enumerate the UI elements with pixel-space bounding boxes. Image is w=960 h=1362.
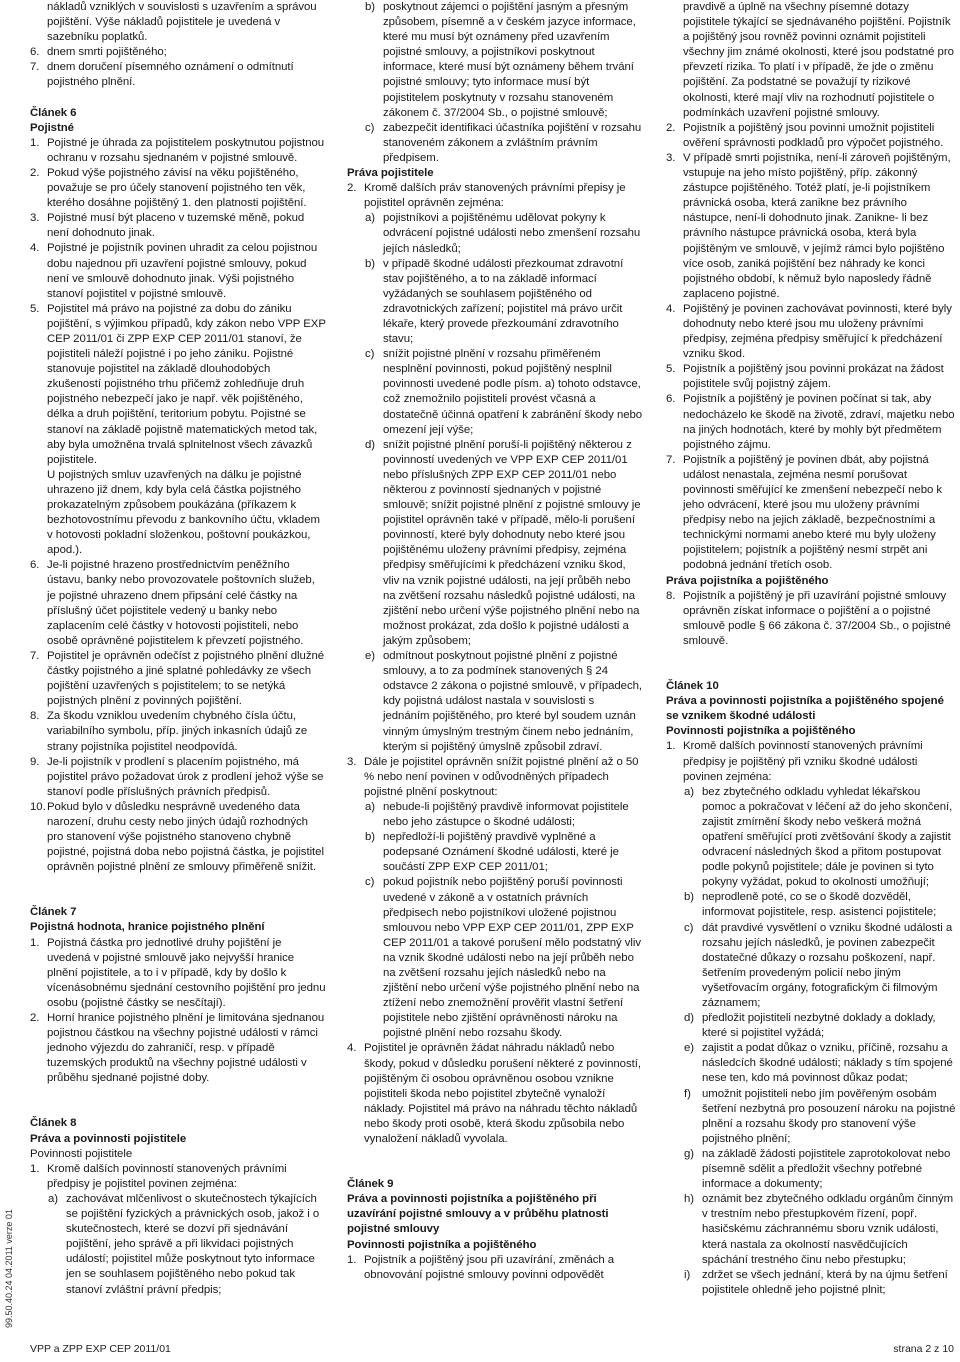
numbered-clause bbox=[30, 241, 326, 301]
numbered-clause bbox=[30, 60, 326, 90]
clause-text: Pojistník a pojištěný je povinen počínat si tak, aby nedocházelo ke škodě na životě, zdraví, majetku nebo na jiných hodnotách, které by mohly být předmětem pojistného zájmu. bbox=[683, 393, 955, 451]
clause-text: Kromě dalších povinností stanovených právními předpisy je pojištěný při vzniku škodné události povinen zejména: bbox=[683, 740, 923, 783]
clause-marker: 2. bbox=[30, 166, 40, 179]
clause-marker: 6. bbox=[30, 46, 40, 59]
clause-text: umožnit pojistiteli nebo jím pověřeným osobám šetření nezbytná pro posouzení nároku na pojistné plnění a rozsahu škody pro stanovení výše pojistného plnění; bbox=[702, 1087, 956, 1145]
clause-marker: 2. bbox=[666, 121, 676, 134]
paragraph-continuation: pravdivě a úplně na všechny písemné dotazy pojistitele týkající se sjednávaného pojištění. Pojistník a pojištěný jsou rovněž povinni oznámit pojistiteli všechny jim známé okolnosti, které jsou podstatné pro převzetí rizika. To platí i v případě, že jde o změnu pojištění. Za podstatné se považují ty rizikové okolnosti, které mají vliv na rozhodnutí pojistitele o podmínkách uzavření pojistné smlouvy. bbox=[683, 1, 954, 119]
clause-marker: a) bbox=[365, 800, 376, 813]
clause-text: Pojistné musí být placeno v tuzemské měně, pokud není dohodnuto jinak. bbox=[47, 212, 305, 240]
clause-marker: 5. bbox=[666, 363, 676, 376]
section-heading: Pojistná hodnota, hranice pojistného plnění bbox=[30, 921, 265, 934]
clause-text: nebude-li pojištěný pravdivě informovat pojistitele nebo jeho zástupce o škodné události; bbox=[383, 800, 629, 829]
numbered-clause bbox=[666, 589, 956, 649]
clause-marker: e) bbox=[684, 1042, 695, 1055]
clause-marker: b) bbox=[365, 1, 376, 13]
clause-text: snížit pojistné plnění v rozsahu přiměřeném nesplnění povinnosti, pokud pojištěný nesplnil povinnosti uvedené podle písm. a) tohoto odstavce, což znemožnilo pojistiteli provést včasná a dostatečně účinná opatření k zabránění škody nebo omezení její výše; bbox=[383, 348, 643, 436]
clause-text: Pojištěný je povinen zachovávat povinnosti, které byly dohodnuty nebo které jsou mu uloženy právními předpisy, zejména předpisy směřující k předcházení vzniku škod. bbox=[683, 302, 952, 361]
lettered-subclause bbox=[347, 211, 643, 256]
clause-text: Pokud výše pojistného závisí na věku pojištěného, považuje se pro účely stanovení pojistného ten věk, kterého dosáhne pojištěný 1. den platnosti pojištění. bbox=[47, 166, 307, 210]
document-code-vertical bbox=[2, 1178, 16, 1328]
clause-marker: h) bbox=[684, 1193, 695, 1206]
clause-marker: c) bbox=[365, 348, 375, 361]
paragraph-continuation: nákladů vzniklých v souvislosti s uzavřením a správou pojištění. Výše nákladů pojistitele je uvedená v sazebníku poplatků. bbox=[47, 1, 317, 44]
numbered-clause bbox=[30, 1011, 326, 1086]
clause-text: Pojistitel má právo na pojistné za dobu do zániku pojištění, s výjimkou případů, kdy zákon nebo VPP EXP CEP 2011/01 či ZPP EXP CEP 2011/01 stanoví, že pojistiteli náleží pojistné i po jeho zániku. Pojistné stanovuje pojistitel na základě dlouhodobých zkušeností pojistného trhu přičemž zohledňuje druh pojistného nebezpečí jako je např. věk pojištěného, délka a druh pojištění, teritorium pobytu. Pojistné se stanoví na základě pojistně matematických metod tak, aby byla umožněna trvalá splnitelnost všech závazků pojistitele. bbox=[47, 302, 326, 466]
lettered-subclause bbox=[666, 1087, 956, 1147]
clause-marker: 1. bbox=[30, 1162, 40, 1175]
section-heading: Práva pojistitele bbox=[347, 167, 434, 180]
lettered-subclause bbox=[347, 649, 643, 755]
numbered-clause bbox=[30, 302, 326, 468]
clause-text: poskytnout zájemci o pojištění jasným a přesným způsobem, písemně a v českém jazyce informace, které mu musí být oznámeny před uzavřením pojistné smlouvy, a pojistníkovi poskytnout informace, které musí být oznámeny během trvání pojistné smlouvy; tyto informace musí být pojistitelem poskytnuty v rozsahu stanoveném zákonem č. 37/2004 Sb., o pojistné smlouvě; bbox=[383, 1, 636, 119]
clause-marker: g) bbox=[684, 1147, 695, 1160]
clause-marker: 1. bbox=[666, 740, 676, 753]
lettered-subclause bbox=[347, 347, 643, 438]
clause-marker: a) bbox=[365, 212, 376, 225]
clause-text: odmítnout poskytnout pojistné plnění z pojistné smlouvy, a to za podmínek stanovených § 24 odstavce 2 zákona o pojistné smlouvě, v případech, kdy pojistná událost nastala v souvislosti s jednáním pojištěného, pro které byl soudem uznán vinným úmyslným trestným činem nebo jednáním, kterým si pojištěný úmyslně způsobil zdraví. bbox=[383, 650, 643, 753]
numbered-clause bbox=[666, 151, 956, 302]
clause-text: pokud pojistník nebo pojištěný poruší povinnosti uvedené v zákoně a v ostatních právních předpisech nebo pojistníkovi uložené pojistnou smlouvou nebo VPP EXP CEP 2011/01, ZPP EXP CEP 2011/01 a takové porušení mělo podstatný vliv na vznik škodné události nebo na její průběh nebo na zvětšení rozsahu jejích následků nebo na zjištění nebo určení výše pojistného plnění nebo na ztížení nebo znemožnění prověřit vlastní šetření pojistitele nebo zjištění oprávněnosti nároku na pojistné plnění nebo rozsahu škody. bbox=[383, 876, 642, 1040]
clause-text: Pojistná částka pro jednotlivé druhy pojištění je uvedená v pojistné smlouvě jako nejvyšší hranice plnění pojistitele, a to i v případě, kdy by došlo k vícenásobnému sjednání cestovního pojištění pro jednu osobu (pojistné částky se nesčítají). bbox=[47, 936, 326, 1009]
clause-text: dnem smrti pojištěného; bbox=[47, 46, 167, 59]
clause-text: Kromě dalších práv stanovených právními přepisy je pojistitel oprávněn zejména: bbox=[364, 182, 626, 210]
section-heading: Článek 8 bbox=[30, 1117, 77, 1130]
clause-marker: 6. bbox=[666, 393, 676, 406]
clause-marker: 4. bbox=[347, 1042, 357, 1055]
numbered-clause bbox=[30, 709, 326, 754]
clause-text: Dále je pojistitel oprávněn snížit pojistné plnění až o 50 % nebo není povinen v odůvodněných případech pojistné plnění poskytnout: bbox=[364, 755, 639, 798]
numbered-clause bbox=[666, 739, 956, 784]
paragraph: Povinnosti pojistitele bbox=[30, 1147, 133, 1160]
clause-text: Pokud bylo v důsledku nesprávně uvedeného data narození, druhu cesty nebo jiných údajů rozhodných pro stanovení výše pojistného stanoveno chybně pojistné, pojistná doba nebo pojistná částka, je pojistitel oprávněn pojistné plnění ze smlouvy přiměřeně snížit. bbox=[47, 800, 324, 874]
clause-marker: 8. bbox=[666, 589, 676, 602]
footer-page-number: strana 2 z 10 bbox=[893, 1343, 954, 1355]
lettered-subclause bbox=[347, 257, 643, 348]
clause-text: na základě žádosti pojistitele zaprotokolovat nebo písemně sdělit a předložit všechny potřebné informace a dokumenty; bbox=[702, 1147, 951, 1191]
lettered-subclause bbox=[666, 1192, 956, 1267]
clause-text: zdržet se všech jednání, která by na újmu šetření pojistitele ohledně jeho pojistné plnit; bbox=[702, 1268, 948, 1296]
clause-marker: c) bbox=[684, 921, 694, 934]
clause-text: Horní hranice pojistného plnění je limitována sjednanou pojistnou částkou na všechny pojistné události v rámci jednoho výjezdu do zahraničí, resp. v případě tuzemských produktů na všechny pojistné události v průběhu sjednané pojistné doby. bbox=[47, 1012, 325, 1085]
clause-marker: 4. bbox=[30, 242, 40, 255]
clause-marker: 3. bbox=[347, 755, 357, 768]
clause-text: oznámit bez zbytečného odkladu orgánům činným v trestním nebo přestupkovém řízení, popř. hasičskému záchrannému sboru vznik události, která nastala za okolností nasvědčujících spáchání trestného činu nebo přestupku; bbox=[702, 1193, 954, 1266]
lettered-subclause bbox=[666, 1011, 956, 1041]
lettered-subclause bbox=[666, 785, 956, 891]
numbered-clause bbox=[30, 800, 326, 875]
clause-text: V případě smrti pojistníka, není-li zároveň pojištěným, vstupuje na jeho místo pojištěný, příp. zákonný zástupce pojištěného. Totéž platí, je-li pojistníkem právnická osoba, která zanikne bez právního nástupce, není-li dohodnuto jinak. Zanikne- li bez právního nástupce právnická osoba, která byla pojištěným ve smlouvě, v jejímž rámci bylo pojištěno více osob, zaniká pojištění bez náhrady ke konci pojistného období, k němuž bylo naposledy řádně zaplaceno pojistné. bbox=[683, 151, 951, 300]
clause-text: Pojistné je úhrada za pojistitelem poskytnutou pojistnou ochranu v rozsahu sjednaném v pojistné smlouvě. bbox=[47, 136, 325, 164]
clause-text: Pojistník a pojištěný jsou při uzavírání, změnách a obnovování pojistné smlouvy povinni odpovědět bbox=[364, 1253, 615, 1281]
paragraph-continuation: U pojistných smluv uzavřených na dálku je pojistné uhrazeno již dnem, kdy byla celá částka pojistného prokazatelným způsobem poukázána (příkazem k bezhotovostnímu převodu z bankovního účtu, vkladem v hotovosti pokladní složenkou, poštovní poukázkou, apod.). bbox=[47, 468, 320, 557]
section-heading: Povinnosti pojistníka a pojištěného bbox=[666, 725, 856, 738]
numbered-clause bbox=[30, 755, 326, 800]
section-heading: Práva a povinnosti pojistníka a pojištěného spojené se vznikem škodné události bbox=[666, 695, 944, 723]
text-column-right bbox=[666, 0, 956, 1298]
clause-text: předložit pojistiteli nezbytné doklady a doklady, které si pojistitel vyžádá; bbox=[702, 1012, 936, 1040]
clause-marker: 7. bbox=[666, 453, 676, 466]
clause-text: Kromě dalších povinností stanovených právními předpisy je pojistitel povinen zejména: bbox=[47, 1162, 287, 1190]
clause-marker: i) bbox=[684, 1268, 691, 1281]
text-column-middle bbox=[347, 0, 643, 1283]
clause-text: v případě škodné události přezkoumat zdravotní stav pojištěného, a to na základě informací vyžádaných se souhlasem pojištěného od zdravotnických zařízení; pojistitel má právo určit lékaře, který provede přezkoumání zdravotního stavu; bbox=[383, 257, 624, 346]
clause-marker: 5. bbox=[30, 302, 40, 315]
lettered-subclause bbox=[347, 0, 643, 121]
clause-marker: a) bbox=[684, 785, 695, 798]
lettered-subclause bbox=[347, 800, 643, 830]
section-heading: Článek 6 bbox=[30, 106, 77, 119]
numbered-clause bbox=[347, 755, 643, 800]
clause-text: zajistit a podat důkaz o vzniku, příčině, rozsahu a následcích škodné události; náklady s tím spojené nese ten, kdo má povinnost důkaz podat; bbox=[702, 1042, 953, 1085]
numbered-clause bbox=[666, 392, 956, 452]
lettered-subclause bbox=[666, 921, 956, 1012]
numbered-clause bbox=[30, 1162, 326, 1192]
numbered-clause bbox=[30, 211, 326, 241]
clause-marker: d) bbox=[365, 438, 376, 451]
clause-marker: 3. bbox=[30, 212, 40, 225]
clause-text: bez zbytečného odkladu vyhledat lékařskou pomoc a pokračovat v léčení až do jeho skončení, zajistit zmírnění škody nebo veškerá možná opatření směřující proti zvětšování škody a zajistit odvracení následných škod a přitom postupovat podle pokynů pojistitele; dále je povinen si tyto pokyny vyžádat, pokud to okolnosti umožňují; bbox=[702, 785, 953, 889]
clause-marker: 3. bbox=[666, 151, 676, 164]
clause-marker: f) bbox=[684, 1087, 691, 1100]
clause-text: Pojistník a pojištěný jsou povinni umožnit pojistiteli ověření správnosti podkladů pro výpočet pojistného. bbox=[683, 121, 944, 149]
clause-marker: 4. bbox=[666, 302, 676, 315]
text-column-left bbox=[30, 0, 326, 1298]
clause-text: Pojistník a pojištěný je povinen dbát, aby pojistná událost nenastala, zejména nesmí porušovat povinnosti směřující ke zmenšení nebezpečí nebo k jeho odvrácení, které jsou mu uloženy právními předpisy nebo na jejich základě, bezpečnostními a technickými normami anebo které mu byly uloženy pojistitelem; pojistník a pojištěný nesmí strpět ani podobná jednání třetích osob. bbox=[683, 453, 943, 572]
clause-marker: 1. bbox=[30, 136, 40, 149]
clause-text: zachovávat mlčenlivost o skutečnostech týkajících se pojištění fyzických a právnických osob, jakož i o skutečnostech, které se dozví při sjednávání pojištění, jeho správě a při likvidaci pojistných událostí; pojistitel může poskytnout tyto informace jen se souhlasem pojištěného nebo pokud tak stanoví zvláštní právní předpis; bbox=[66, 1192, 320, 1296]
clause-text: nepředloží-li pojištěný pravdivě vyplněné a podepsané Oznámení škodné události, které je součástí ZPP EXP CEP 2011/01; bbox=[383, 831, 619, 874]
section-heading: Článek 7 bbox=[30, 906, 77, 919]
numbered-clause bbox=[347, 1041, 643, 1147]
clause-text: Je-li pojistné hrazeno prostřednictvím peněžního ústavu, banky nebo provozovatele poštovních služeb, je pojistné uhrazeno dnem připsání celé částky na příslušný účet pojistitele vedený u banky nebo zaplacením celé částky v hotovosti pojistiteli, nebo osobě oprávněné pojistitelem k převzetí pojistného. bbox=[47, 559, 315, 647]
section-heading: Práva a povinnosti pojistníka a pojištěného při uzavírání pojistné smlouvy a v průběhu platnosti pojistné smlouvy bbox=[347, 1193, 609, 1236]
section-heading: Článek 10 bbox=[666, 680, 719, 693]
clause-text: Pojistné je pojistník povinen uhradit za celou pojistnou dobu najednou při uzavření pojistné smlouvy, pokud není ve smlouvě dohodnuto jinak. Výši pojistného stanoví pojistitel v pojistné smlouvě. bbox=[47, 242, 318, 300]
clause-marker: 10. bbox=[30, 800, 46, 813]
clause-marker: 9. bbox=[30, 755, 40, 768]
lettered-subclause bbox=[347, 121, 643, 166]
numbered-clause bbox=[30, 649, 326, 709]
lettered-subclause bbox=[347, 830, 643, 875]
lettered-subclause bbox=[666, 1147, 956, 1192]
clause-marker: c) bbox=[365, 121, 375, 134]
clause-text: Pojistitel je oprávněn žádat náhradu nákladů nebo škody, pokud v důsledku porušení některé z povinností, pojištěným či osobou oprávněnou osobou vznikne pojistiteli škoda nebo pojistitel zbytečně vynaloží náklady. Pojistitel má právo na náhradu těchto nákladů nebo škody proti osobě, která škodu způsobila nebo vynaložení nákladů vyvolala. bbox=[364, 1042, 641, 1146]
clause-text: Pojistník a pojištěný je při uzavírání pojistné smlouvy oprávněn získat informace o pojištění a o pojistné smlouvě podle § 66 zákona č. 37/2004 Sb., o pojistné smlouvě. bbox=[683, 589, 951, 647]
clause-marker: 7. bbox=[30, 649, 40, 662]
clause-marker: d) bbox=[684, 1012, 695, 1025]
clause-text: snížit pojistné plnění poruší-li pojištěný některou z povinností uvedených ve VPP EXP CEP 2011/01 nebo příslušných ZPP EXP CEP 2011/01 nebo některou z povinností sjednaných v pojistné smlouvě; snížit pojistné plnění z pojistné smlouvy je pojistitel oprávněn také v případě, mělo-li porušení povinností, které byly dohodnuty nebo které jsou pojištěnému uloženy právními předpisy, zejména předpisy směřujícími k předcházení vzniku škod, vliv na vznik pojistné události, na její průběh nebo na zvětšení rozsahu následků pojistné události, na zjištění nebo určení výše pojistného plnění nebo na možnost prokázat, zda došlo k pojistné události a jakým způsobem; bbox=[383, 438, 641, 647]
section-heading: Článek 9 bbox=[347, 1178, 394, 1191]
clause-text: Pojistitel je oprávněn odečíst z pojistného plnění dlužné částky pojistného a jiné splatné pohledávky ze všech pojištění uzavřených s pojistitelem; to se netýká pojistných plnění z povinných pojištění. bbox=[47, 649, 325, 708]
clause-marker: 8. bbox=[30, 710, 40, 723]
clause-text: Je-li pojistník v prodlení s placením pojistného, má pojistitel právo požadovat úrok z prodlení jehož výše se stanoví podle příslušných právních předpisů. bbox=[47, 755, 324, 798]
lettered-subclause bbox=[347, 438, 643, 649]
numbered-clause bbox=[347, 1253, 643, 1283]
clause-text: pojistníkovi a pojištěnému udělovat pokyny k odvrácení pojistné události nebo zmenšení rozsahu jejích následků; bbox=[383, 212, 641, 255]
numbered-clause bbox=[666, 302, 956, 362]
clause-marker: 1. bbox=[347, 1253, 357, 1266]
numbered-clause bbox=[666, 362, 956, 392]
section-heading: Povinnosti pojistníka a pojištěného bbox=[347, 1238, 537, 1251]
lettered-subclause bbox=[666, 1268, 956, 1298]
clause-marker: 2. bbox=[347, 182, 357, 195]
clause-marker: b) bbox=[684, 891, 695, 904]
clause-marker: e) bbox=[365, 650, 376, 663]
lettered-subclause bbox=[666, 890, 956, 920]
clause-text: dnem doručení písemného oznámení o odmítnutí pojistného plnění. bbox=[47, 61, 294, 89]
clause-text: Za škodu vzniklou uvedením chybného čísla účtu, variabilního symbolu, příp. jiných inkasních údajů ze strany pojistníka pojistitel neodpovídá. bbox=[47, 710, 308, 753]
clause-marker: 7. bbox=[30, 61, 40, 74]
document-code-text: 99.50.40.24 04.2011 verze 01 bbox=[4, 1209, 14, 1328]
numbered-clause bbox=[30, 558, 326, 649]
section-heading: Práva a povinnosti pojistitele bbox=[30, 1132, 187, 1145]
clause-text: neprodleně poté, co se o škodě dozvěděl, informovat pojistitele, resp. asistenci pojistitele; bbox=[702, 891, 937, 919]
numbered-clause bbox=[30, 45, 326, 60]
clause-marker: c) bbox=[365, 876, 375, 889]
lettered-subclause bbox=[666, 1041, 956, 1086]
numbered-clause bbox=[30, 166, 326, 211]
clause-marker: a) bbox=[48, 1192, 59, 1205]
clause-marker: 6. bbox=[30, 559, 40, 572]
numbered-clause bbox=[30, 936, 326, 1011]
clause-text: zabezpečit identifikaci účastníka pojištění v rozsahu stanoveném zákonem a zvláštním právním předpisem. bbox=[383, 121, 642, 164]
clause-text: dát pravdivé vysvětlení o vzniku škodné události a rozsahu jejích následků, je povinen zabezpečit dostatečné důkazy o rozsahu poškození, např. šetřením provedeným policií nebo jiným vyšetřovacím orgány, fotografickým či filmovým záznamem; bbox=[702, 921, 953, 1009]
clause-text: Pojistník a pojištěný jsou povinni prokázat na žádost pojistitele svůj pojistný zájem. bbox=[683, 363, 944, 391]
clause-marker: 2. bbox=[30, 1012, 40, 1024]
numbered-clause bbox=[30, 136, 326, 166]
section-heading: Práva pojistníka a pojištěného bbox=[666, 574, 829, 587]
footer-document-title: VPP a ZPP EXP CEP 2011/01 bbox=[30, 1343, 171, 1355]
clause-marker: b) bbox=[365, 831, 376, 844]
lettered-subclause bbox=[347, 875, 643, 1041]
numbered-clause bbox=[347, 181, 643, 211]
lettered-subclause bbox=[30, 1192, 326, 1298]
numbered-clause bbox=[666, 121, 956, 151]
numbered-clause bbox=[666, 453, 956, 574]
clause-marker: 1. bbox=[30, 936, 40, 949]
clause-marker: b) bbox=[365, 257, 376, 270]
section-heading: Pojistné bbox=[30, 121, 74, 134]
